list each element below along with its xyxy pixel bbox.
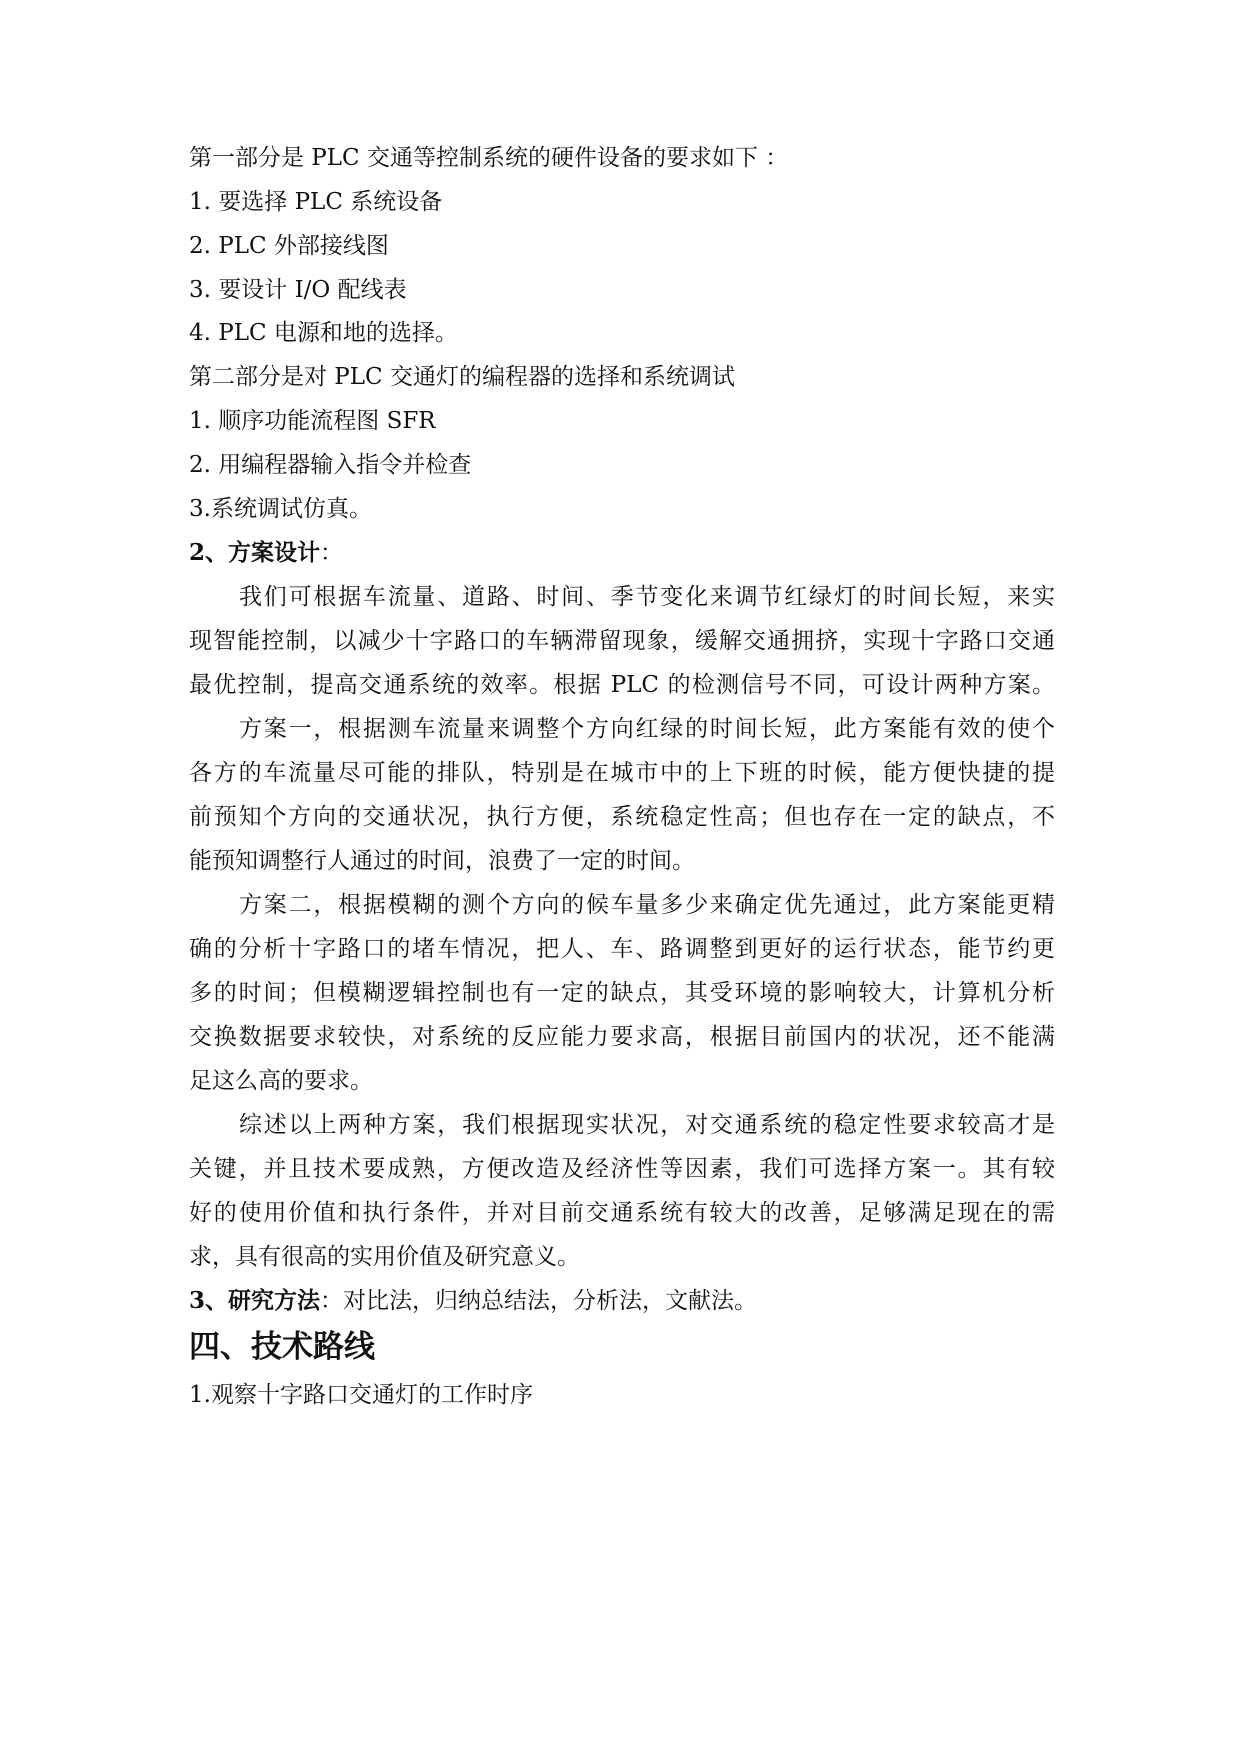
part1-item-2: 2. PLC 外部接线图 — [189, 233, 389, 259]
part1-intro: 第一部分是 PLC 交通等控制系统的硬件设备的要求如下 ： — [189, 145, 789, 171]
section3-text: ：对比法，归纳总结法，分析法，文献法。 — [320, 1288, 758, 1314]
section3-line — [189, 1286, 757, 1316]
para1-line-3: 最优控制，提高交通系统的效率。根据 PLC 的检测信号不同，可设计两种方案。 — [189, 672, 1055, 698]
para4-line-3: 好的使用价值和执行条件，并对目前交通系统有较大的改善，足够满足现在的需 — [189, 1200, 1055, 1226]
part1-item-3: 3. 要设计 I/O 配线表 — [189, 277, 407, 303]
para4-line-1: 综述以上两种方案，我们根据现实状况，对交通系统的稳定性要求较高才是 — [239, 1112, 1055, 1138]
part2-item-3: 3.系统调试仿真。 — [189, 496, 372, 522]
para1-line-2: 现智能控制，以减少十字路口的车辆滞留现象，缓解交通拥挤，实现十字路口交通 — [189, 628, 1055, 654]
part2-item-1: 1. 顺序功能流程图 SFR — [189, 408, 436, 434]
para2-line-1: 方案一，根据测车流量来调整个方向红绿的时间长短，此方案能有效的使个 — [239, 716, 1055, 742]
para3-line-5: 足这么高的要求。 — [189, 1068, 373, 1094]
para3-line-4: 交换数据要求较快，对系统的反应能力要求高，根据目前国内的状况，还不能满 — [189, 1024, 1055, 1050]
para3-line-3: 多的时间；但模糊逻辑控制也有一定的缺点，其受环境的影响较大，计算机分析 — [189, 980, 1055, 1006]
para3-line-2: 确的分析十字路口的堵车情况，把人、车、路调整到更好的运行状态，能节约更 — [189, 936, 1055, 962]
para4-line-2: 关键，并且技术要成熟，方便改造及经济性等因素，我们可选择方案一。其有较 — [189, 1156, 1055, 1182]
section2-heading — [189, 538, 343, 568]
para2-line-4: 能预知调整行人通过的时间，浪费了一定的时间。 — [189, 848, 695, 874]
section4-item-1: 1.观察十字路口交通灯的工作时序 — [189, 1382, 533, 1408]
section4-heading: 四、技术路线 — [189, 1329, 375, 1365]
part2-item-2: 2. 用编程器输入指令并检查 — [189, 452, 472, 478]
part1-item-1: 1. 要选择 PLC 系统设备 — [189, 189, 443, 215]
para2-line-3: 前预知个方向的交通状况，执行方便，系统稳定性高；但也存在一定的缺点，不 — [189, 804, 1055, 830]
part2-intro: 第二部分是对 PLC 交通灯的编程器的选择和系统调试 — [189, 364, 735, 390]
para3-line-1: 方案二，根据模糊的测个方向的候车量多少来确定优先通过，此方案能更精 — [239, 892, 1055, 918]
section2-title: 2、方案设计 — [189, 539, 321, 566]
section3-title: 3、研究方法 — [189, 1287, 321, 1314]
para2-line-2: 各方的车流量尽可能的排队，特别是在城市中的上下班的时候，能方便快捷的提 — [189, 760, 1055, 786]
para1-line-1: 我们可根据车流量、道路、时间、季节变化来调节红绿灯的时间长短，来实 — [239, 584, 1055, 610]
para4-line-4: 求，具有很高的实用价值及研究意义。 — [189, 1244, 580, 1270]
part1-item-4: 4. PLC 电源和地的选择。 — [189, 320, 458, 346]
section2-colon: ： — [320, 540, 344, 566]
